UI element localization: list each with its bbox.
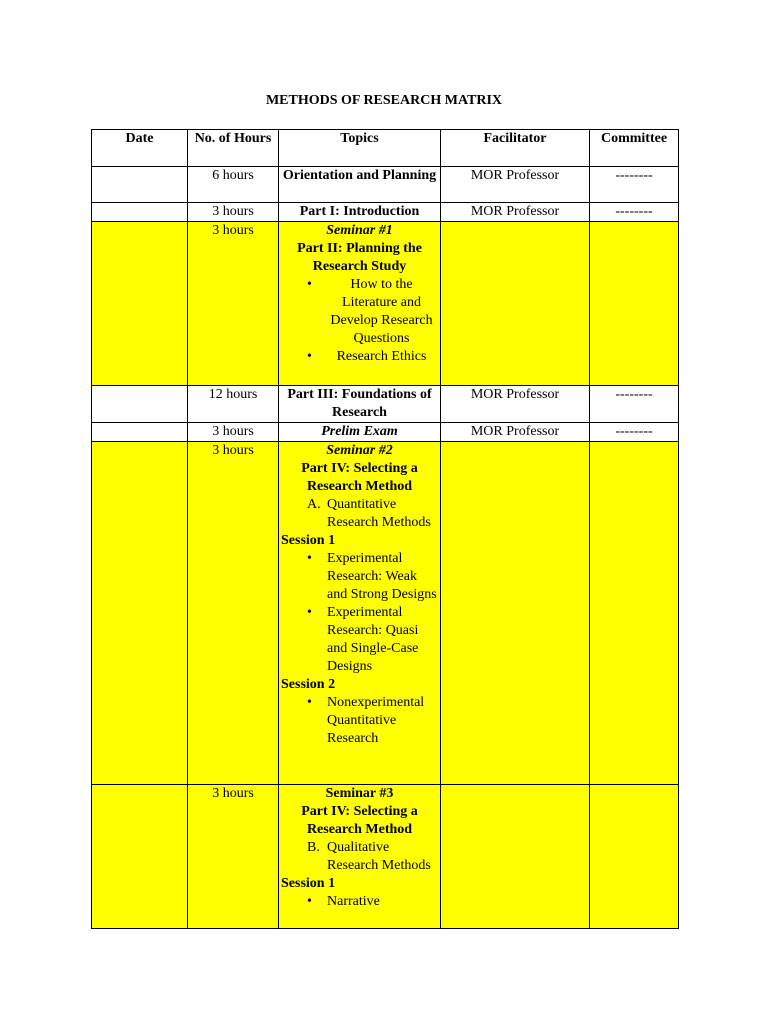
list-item: B. Qualitative Research Methods [307, 840, 431, 873]
date-cell [92, 222, 188, 386]
committee-cell: -------- [590, 386, 679, 423]
date-cell [92, 785, 188, 929]
header-facilitator: Facilitator [441, 130, 590, 167]
facilitator-cell: MOR Professor [441, 203, 590, 222]
topic-cell [279, 785, 441, 929]
committee-cell [590, 222, 679, 386]
seminar-label: Seminar #1 [326, 223, 393, 238]
list-item: • Research Ethics [307, 349, 427, 364]
bullet-icon: • [307, 277, 312, 292]
table-row [92, 203, 679, 222]
bullet-icon: • [307, 551, 312, 566]
table-row-seminar-3 [92, 785, 679, 929]
facilitator-cell [441, 785, 590, 929]
committee-cell [590, 785, 679, 929]
facilitator-cell [441, 222, 590, 386]
list-item: • Narrative [307, 894, 380, 909]
part-title: Part IV: Selecting a Research Method [301, 804, 418, 837]
bullet-icon: • [307, 695, 312, 710]
date-cell [92, 203, 188, 222]
header-topics: Topics [279, 130, 441, 167]
topic-cell: Part III: Foundations of Research [279, 386, 441, 423]
hours-cell: 12 hours [188, 386, 279, 423]
hours-cell: 3 hours [188, 423, 279, 442]
list-item: • Experimental Research: Quasi and Single-Case Designs [307, 605, 419, 674]
header-hours [188, 130, 279, 167]
date-cell [92, 386, 188, 423]
table-row [92, 423, 679, 442]
seminar-label: Seminar #3 [325, 786, 394, 801]
topic-cell: Orientation and Planning [279, 167, 441, 203]
date-cell [92, 442, 188, 785]
bullet-icon: • [307, 349, 312, 364]
facilitator-cell: MOR Professor [441, 386, 590, 423]
date-cell [92, 167, 188, 203]
session-label: Session 1 [281, 876, 336, 891]
session-label: Session 1 [281, 533, 336, 548]
hours-cell: 3 hours [188, 442, 279, 785]
list-item: A. Quantitative Research Methods [307, 497, 431, 530]
bullet-icon: • [307, 605, 312, 620]
header-hours-label: No. of Hours [194, 131, 272, 146]
facilitator-cell [441, 442, 590, 785]
committee-cell: -------- [590, 203, 679, 222]
facilitator-cell: MOR Professor [441, 423, 590, 442]
bullet-icon: • [307, 894, 312, 909]
part-title: Part IV: Selecting a Research Method [301, 461, 418, 494]
topic-cell: Prelim Exam [279, 423, 441, 442]
research-matrix-table [91, 129, 679, 929]
table-row [92, 167, 679, 203]
committee-cell: -------- [590, 167, 679, 203]
header-date: Date [92, 130, 188, 167]
table-row [92, 386, 679, 423]
topic-cell [279, 442, 441, 785]
topic-cell: Part I: Introduction [279, 203, 441, 222]
header-row [92, 130, 679, 167]
hours-cell: 3 hours [188, 203, 279, 222]
list-item: • Nonexperimental Quantitative Research [307, 695, 425, 746]
session-label: Session 2 [281, 677, 336, 692]
hours-cell: 3 hours [188, 222, 279, 386]
hours-cell: 6 hours [188, 167, 279, 203]
header-committee: Committee [590, 130, 679, 167]
facilitator-cell: MOR Professor [441, 167, 590, 203]
date-cell [92, 423, 188, 442]
committee-cell [590, 442, 679, 785]
page-title: METHODS OF RESEARCH MATRIX [265, 93, 503, 108]
topic-cell [279, 222, 441, 386]
seminar-label: Seminar #2 [326, 443, 393, 458]
list-item: • Experimental Research: Weak and Strong Designs [307, 551, 437, 602]
table-row-seminar-2 [92, 442, 679, 785]
committee-cell: -------- [590, 423, 679, 442]
part-title: Part II: Planning the Research Study [297, 241, 422, 274]
hours-cell: 3 hours [188, 785, 279, 929]
table-row-seminar-1 [92, 222, 679, 386]
list-item: • How to the Literature and Develop Research Questions [307, 277, 433, 346]
